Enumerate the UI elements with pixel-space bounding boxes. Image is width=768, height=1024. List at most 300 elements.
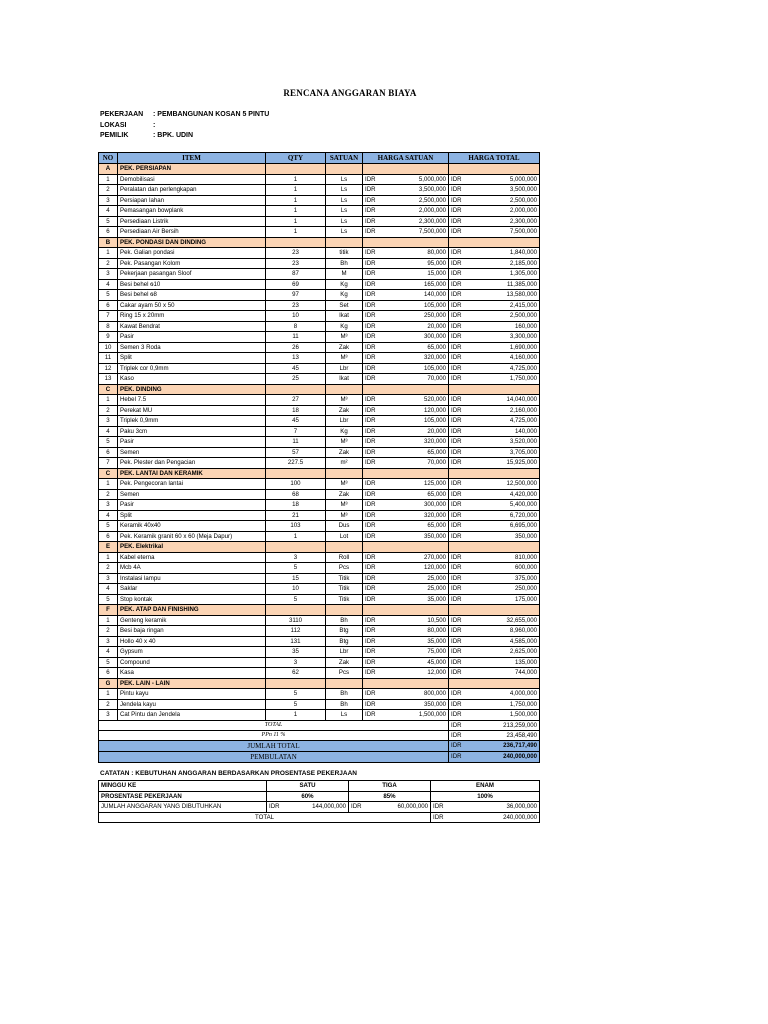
item-name: Pek. Plester dan Pengacian (118, 458, 266, 469)
currency: IDR (363, 185, 385, 196)
item-unit: Bh (326, 258, 363, 269)
item-number: 7 (99, 311, 118, 322)
total-price: 1,840,000 (471, 248, 540, 259)
item-number: 3 (99, 195, 118, 206)
cashflow-week-row (99, 781, 540, 792)
item-name: Semen 3 Roda (118, 342, 266, 353)
currency: IDR (363, 657, 385, 668)
item-unit: Ls (326, 216, 363, 227)
currency: IDR (449, 227, 471, 238)
item-qty: 112 (266, 626, 326, 637)
item-name: Jendela kayu (118, 699, 266, 710)
currency: IDR (449, 668, 471, 679)
total-price: 6,720,000 (471, 510, 540, 521)
item-qty: 1 (266, 195, 326, 206)
item-unit: Lbr (326, 363, 363, 374)
section-title: PEK. DINDING (118, 384, 266, 395)
section-blank (326, 542, 363, 553)
item-qty: 57 (266, 447, 326, 458)
currency: IDR (449, 615, 471, 626)
week-value: SATU (267, 781, 349, 792)
table-row (99, 290, 540, 301)
item-unit: Zak (326, 342, 363, 353)
table-row (99, 447, 540, 458)
item-qty: 21 (266, 510, 326, 521)
section-blank (266, 542, 326, 553)
item-number: 9 (99, 332, 118, 343)
unit-price: 10,500 (385, 615, 449, 626)
section-blank (449, 542, 540, 553)
currency: IDR (363, 668, 385, 679)
item-unit: M (326, 269, 363, 280)
summary-value: 213,259,000 (471, 720, 540, 730)
item-qty: 5 (266, 594, 326, 605)
item-number: 1 (99, 689, 118, 700)
item-number: 4 (99, 510, 118, 521)
item-unit: Ls (326, 710, 363, 721)
table-row (99, 510, 540, 521)
item-unit: Zak (326, 489, 363, 500)
currency: IDR (363, 584, 385, 595)
item-number: 13 (99, 374, 118, 385)
currency: IDR (449, 279, 471, 290)
total-price: 7,500,000 (471, 227, 540, 238)
item-unit: Zak (326, 657, 363, 668)
table-row (99, 426, 540, 437)
currency: IDR (449, 374, 471, 385)
table-row (99, 248, 540, 259)
unit-price: 520,000 (385, 395, 449, 406)
unit-price: 350,000 (385, 531, 449, 542)
item-name: Besi behel ѳ8 (118, 290, 266, 301)
item-unit: M³ (326, 510, 363, 521)
currency: IDR (267, 802, 281, 813)
summary-label: JUMLAH TOTAL (99, 740, 449, 751)
unit-price: 105,000 (385, 300, 449, 311)
item-unit: Kg (326, 321, 363, 332)
item-qty: 10 (266, 311, 326, 322)
section-header-row (99, 468, 540, 479)
unit-price: 65,000 (385, 447, 449, 458)
item-number: 6 (99, 300, 118, 311)
table-row (99, 363, 540, 374)
item-qty: 27 (266, 395, 326, 406)
info-value: : PEMBANGUNAN KOSAN 5 PINTU (153, 111, 270, 118)
item-number: 2 (99, 258, 118, 269)
section-header-row (99, 384, 540, 395)
currency: IDR (449, 720, 471, 730)
item-qty: 1 (266, 227, 326, 238)
summary-value: 240,000,000 (471, 751, 540, 762)
item-name: Hollo 40 x 40 (118, 636, 266, 647)
section-title: PEK. LAIN - LAIN (118, 678, 266, 689)
item-number: 1 (99, 174, 118, 185)
total-price: 5,000,000 (471, 174, 540, 185)
currency: IDR (449, 437, 471, 448)
item-number: 2 (99, 185, 118, 196)
section-blank (363, 542, 449, 553)
section-blank (326, 164, 363, 175)
currency: IDR (363, 279, 385, 290)
week-value: ENAM (431, 781, 540, 792)
currency: IDR (449, 405, 471, 416)
item-name: Genteng keramik (118, 615, 266, 626)
unit-price: 5,000,000 (385, 174, 449, 185)
item-qty: 100 (266, 479, 326, 490)
currency: IDR (449, 730, 471, 740)
item-name: Pek. Keramik granit 60 x 60 (Meja Dapur) (118, 531, 266, 542)
currency: IDR (449, 290, 471, 301)
item-number: 5 (99, 216, 118, 227)
currency: IDR (363, 216, 385, 227)
item-unit: Titik (326, 594, 363, 605)
section-title: PEK. PERSIAPAN (118, 164, 266, 175)
total-price: 15,925,000 (471, 458, 540, 469)
item-name: Pek. Pengecoran lantai (118, 479, 266, 490)
currency: IDR (449, 321, 471, 332)
unit-price: 65,000 (385, 342, 449, 353)
item-qty: 1 (266, 206, 326, 217)
item-number: 1 (99, 395, 118, 406)
item-qty: 45 (266, 416, 326, 427)
currency: IDR (449, 521, 471, 532)
item-qty: 3110 (266, 615, 326, 626)
item-name: Paku 3cm (118, 426, 266, 437)
total-price: 4,420,000 (471, 489, 540, 500)
section-blank (363, 237, 449, 248)
unit-price: 320,000 (385, 510, 449, 521)
total-price: 14,040,000 (471, 395, 540, 406)
section-blank (363, 468, 449, 479)
item-unit: Lbr (326, 647, 363, 658)
total-price: 140,000 (471, 426, 540, 437)
item-unit: M³ (326, 395, 363, 406)
table-row (99, 615, 540, 626)
item-unit: Set (326, 300, 363, 311)
item-qty: 13 (266, 353, 326, 364)
item-number: 3 (99, 500, 118, 511)
item-unit: Dus (326, 521, 363, 532)
unit-price: 105,000 (385, 363, 449, 374)
currency: IDR (363, 615, 385, 626)
section-title: PEK. PONDASI DAN DINDING (118, 237, 266, 248)
table-row (99, 185, 540, 196)
item-qty: 11 (266, 437, 326, 448)
unit-price: 270,000 (385, 552, 449, 563)
item-unit: Ikat (326, 311, 363, 322)
item-number: 5 (99, 521, 118, 532)
currency: IDR (363, 510, 385, 521)
item-unit: Ls (326, 195, 363, 206)
currency: IDR (363, 258, 385, 269)
project-info (100, 110, 269, 142)
total-price: 4,725,000 (471, 363, 540, 374)
item-unit: Ls (326, 185, 363, 196)
table-row (99, 258, 540, 269)
item-qty: 103 (266, 521, 326, 532)
currency: IDR (363, 416, 385, 427)
table-row (99, 227, 540, 238)
item-name: Pek. Galian pondasi (118, 248, 266, 259)
item-qty: 1 (266, 174, 326, 185)
budget-table-body (99, 164, 540, 763)
section-letter: A (99, 164, 118, 175)
currency: IDR (449, 636, 471, 647)
item-number: 5 (99, 594, 118, 605)
cashflow-total-value: 240,000,000 (445, 812, 540, 823)
currency: IDR (449, 458, 471, 469)
currency: IDR (363, 248, 385, 259)
item-qty: 3 (266, 657, 326, 668)
info-value: : (153, 121, 156, 129)
unit-price: 35,000 (385, 594, 449, 605)
cashflow-note: CATATAN : KEBUTUHAN ANGGARAN BERDASARKAN PROSENTASE PEKERJAAN (100, 770, 357, 777)
unit-price: 20,000 (385, 321, 449, 332)
currency: IDR (449, 426, 471, 437)
item-number: 12 (99, 363, 118, 374)
item-qty: 8 (266, 321, 326, 332)
section-blank (326, 468, 363, 479)
currency: IDR (363, 531, 385, 542)
section-blank (363, 678, 449, 689)
currency: IDR (363, 290, 385, 301)
item-unit: Ls (326, 227, 363, 238)
currency: IDR (363, 710, 385, 721)
item-name: Cakar ayam 50 x 50 (118, 300, 266, 311)
total-price: 32,655,000 (471, 615, 540, 626)
item-name: Split (118, 353, 266, 364)
currency: IDR (363, 374, 385, 385)
item-unit: Bh (326, 689, 363, 700)
item-unit: Titik (326, 584, 363, 595)
item-qty: 23 (266, 258, 326, 269)
item-unit: Btg (326, 626, 363, 637)
item-number: 3 (99, 710, 118, 721)
item-name: Pasir (118, 500, 266, 511)
currency: IDR (363, 311, 385, 322)
item-name: Compound (118, 657, 266, 668)
unit-price: 65,000 (385, 489, 449, 500)
item-qty: 5 (266, 563, 326, 574)
item-qty: 18 (266, 405, 326, 416)
item-unit: Zak (326, 405, 363, 416)
section-title: PEK. ATAP DAN FINISHING (118, 605, 266, 616)
summary-value: 236,717,490 (471, 740, 540, 751)
total-price: 2,415,000 (471, 300, 540, 311)
unit-price: 25,000 (385, 573, 449, 584)
currency: IDR (449, 563, 471, 574)
currency: IDR (363, 195, 385, 206)
header-qty: QTY (266, 153, 326, 164)
section-blank (449, 678, 540, 689)
item-number: 4 (99, 647, 118, 658)
unit-price: 120,000 (385, 563, 449, 574)
section-header-row (99, 164, 540, 175)
total-price: 2,000,000 (471, 206, 540, 217)
item-name: Split (118, 510, 266, 521)
unit-price: 300,000 (385, 500, 449, 511)
summary-row (99, 720, 540, 730)
currency: IDR (363, 227, 385, 238)
item-qty: 23 (266, 248, 326, 259)
cashflow-table (98, 780, 540, 823)
currency: IDR (363, 689, 385, 700)
section-blank (449, 384, 540, 395)
currency: IDR (449, 626, 471, 637)
table-row (99, 710, 540, 721)
item-unit: M³ (326, 353, 363, 364)
item-qty: 1 (266, 531, 326, 542)
item-qty: 23 (266, 300, 326, 311)
summary-label: TOTAL (99, 720, 449, 730)
table-row (99, 563, 540, 574)
table-row (99, 395, 540, 406)
summary-value: 23,458,490 (471, 730, 540, 740)
item-unit: Bh (326, 615, 363, 626)
currency: IDR (449, 206, 471, 217)
currency: IDR (449, 594, 471, 605)
table-row (99, 174, 540, 185)
item-name: Besi behel ѳ10 (118, 279, 266, 290)
item-number: 11 (99, 353, 118, 364)
currency: IDR (449, 185, 471, 196)
item-name: Saklar (118, 584, 266, 595)
item-qty: 227.5 (266, 458, 326, 469)
section-blank (266, 468, 326, 479)
item-name: Triplek 0,9mm (118, 416, 266, 427)
total-price: 12,500,000 (471, 479, 540, 490)
item-unit: Btg (326, 636, 363, 647)
section-blank (449, 605, 540, 616)
table-row (99, 626, 540, 637)
table-row (99, 594, 540, 605)
total-price: 4,160,000 (471, 353, 540, 364)
table-row (99, 489, 540, 500)
item-name: Persediaan Listrik (118, 216, 266, 227)
total-price: 744,000 (471, 668, 540, 679)
item-unit: Pcs (326, 563, 363, 574)
item-qty: 1 (266, 185, 326, 196)
item-unit: m² (326, 458, 363, 469)
currency: IDR (449, 300, 471, 311)
percent-value: 85% (349, 791, 431, 802)
section-letter: F (99, 605, 118, 616)
table-row (99, 521, 540, 532)
total-price: 135,000 (471, 657, 540, 668)
unit-price: 95,000 (385, 258, 449, 269)
item-unit: Bh (326, 699, 363, 710)
currency: IDR (363, 647, 385, 658)
unit-price: 12,000 (385, 668, 449, 679)
cashflow-total-row (99, 812, 540, 823)
total-price: 1,750,000 (471, 374, 540, 385)
item-number: 3 (99, 269, 118, 280)
currency: IDR (449, 699, 471, 710)
project-info-row (100, 121, 269, 132)
item-qty: 5 (266, 699, 326, 710)
currency: IDR (449, 195, 471, 206)
currency: IDR (363, 552, 385, 563)
item-unit: Zak (326, 447, 363, 458)
item-number: 2 (99, 563, 118, 574)
currency: IDR (363, 563, 385, 574)
item-qty: 35 (266, 647, 326, 658)
unit-price: 80,000 (385, 248, 449, 259)
info-label: PEMILIK (100, 132, 129, 139)
item-number: 6 (99, 668, 118, 679)
percent-label: PROSENTASE PEKERJAAN (99, 791, 267, 802)
total-price: 4,725,000 (471, 416, 540, 427)
item-qty: 45 (266, 363, 326, 374)
total-price: 5,400,000 (471, 500, 540, 511)
item-number: 6 (99, 447, 118, 458)
item-number: 1 (99, 248, 118, 259)
total-price: 350,000 (471, 531, 540, 542)
table-row (99, 584, 540, 595)
section-letter: C (99, 384, 118, 395)
section-title: PEK. LANTAI DAN KERAMIK (118, 468, 266, 479)
section-blank (266, 384, 326, 395)
item-name: Kabel eterna (118, 552, 266, 563)
item-name: Triplek cor 0,9mm (118, 363, 266, 374)
section-title: PEK. Elektrikal (118, 542, 266, 553)
item-unit: M³ (326, 437, 363, 448)
currency: IDR (363, 447, 385, 458)
unit-price: 3,500,000 (385, 185, 449, 196)
currency: IDR (363, 479, 385, 490)
item-number: 2 (99, 626, 118, 637)
item-number: 6 (99, 531, 118, 542)
currency: IDR (449, 647, 471, 658)
item-name: Pasir (118, 332, 266, 343)
item-number: 5 (99, 657, 118, 668)
item-name: Instalasi lampu (118, 573, 266, 584)
table-row (99, 531, 540, 542)
item-qty: 5 (266, 689, 326, 700)
item-qty: 25 (266, 374, 326, 385)
currency: IDR (363, 521, 385, 532)
item-unit: Kg (326, 279, 363, 290)
summary-label: PEMBULATAN (99, 751, 449, 762)
currency: IDR (449, 657, 471, 668)
section-header-row (99, 678, 540, 689)
table-row (99, 405, 540, 416)
unit-price: 75,000 (385, 647, 449, 658)
section-blank (266, 605, 326, 616)
section-letter: C (99, 468, 118, 479)
currency: IDR (449, 353, 471, 364)
section-blank (363, 605, 449, 616)
item-number: 8 (99, 321, 118, 332)
unit-price: 80,000 (385, 626, 449, 637)
project-info-row (100, 131, 269, 142)
item-number: 4 (99, 206, 118, 217)
item-number: 1 (99, 479, 118, 490)
currency: IDR (449, 573, 471, 584)
header-satuan: SATUAN (326, 153, 363, 164)
section-blank (449, 237, 540, 248)
item-qty: 131 (266, 636, 326, 647)
item-number: 4 (99, 279, 118, 290)
header-item: ITEM (118, 153, 266, 164)
currency: IDR (363, 321, 385, 332)
amount-label: JUMLAH ANGGARAN YANG DIBUTUHKAN (99, 802, 267, 813)
table-row (99, 458, 540, 469)
item-qty: 7 (266, 426, 326, 437)
header-harga-satuan: HARGA SATUAN (363, 153, 449, 164)
currency: IDR (449, 510, 471, 521)
unit-price: 70,000 (385, 374, 449, 385)
